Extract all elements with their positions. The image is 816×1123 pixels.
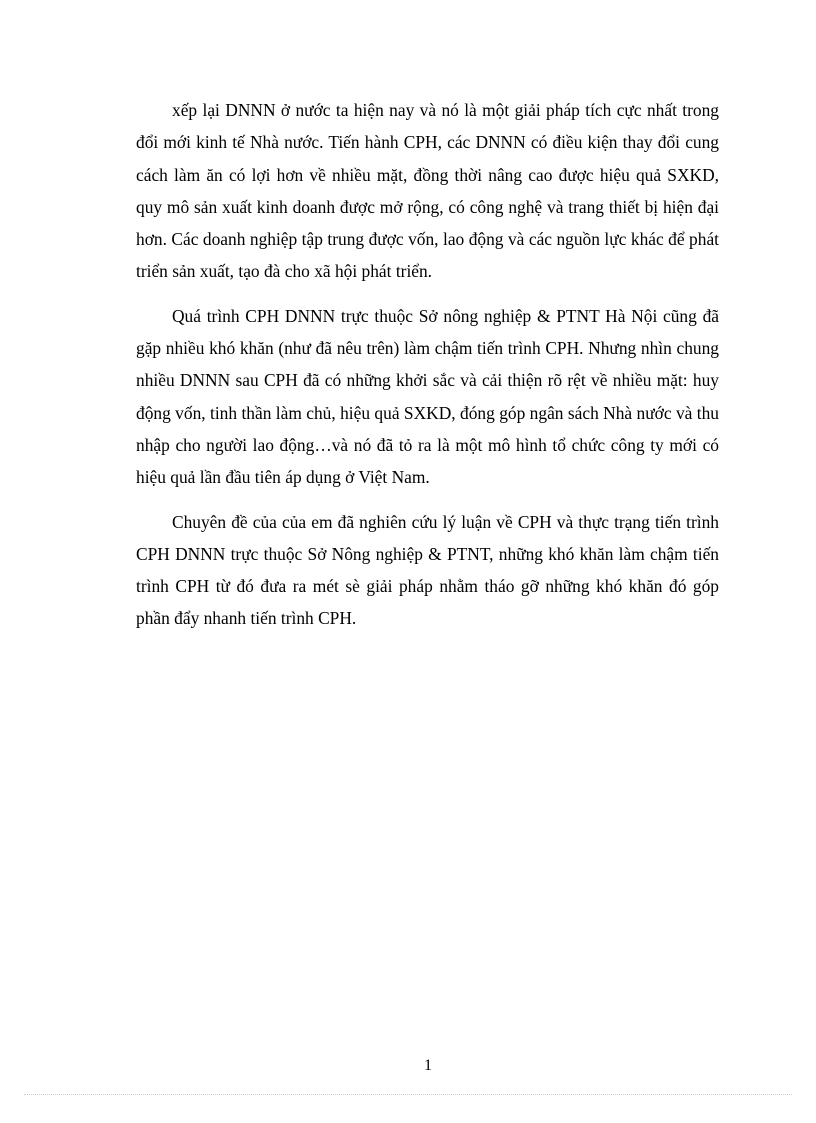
paragraph-thesis-summary: Chuyên đề của của em đã nghiên cứu lý luận về CPH và thực trạng tiến trình CPH DNNN trực thuộc Sở Nông nghiệp & PTNT, những khó khăn làm chậm tiến trình CPH từ đó đưa ra mét sè giải pháp nhằm tháo gỡ những khó khăn đó góp phần đẩy nhanh tiến trình CPH. <box>136 511 719 629</box>
paragraph-continuation: xếp lại DNNN ở nước ta hiện nay và nó là một giải pháp tích cực nhất trong đổi mới kinh tế Nhà nước. Tiến hành CPH, các DNNN có điều kiện thay đổi cung cách làm ăn có lợi hơn về nhiều mặt, đồng thời nâng cao được hiệu quả SXKD, quy mô sản xuất kinh doanh được mở rộng, có công nghệ và trang thiết bị hiện đại hơn. Các doanh nghiệp tập trung được vốn, lao động và các nguồn lực khác để phát triển sản xuất, tạo đà cho xã hội phát triển. <box>136 100 719 282</box>
document-body <box>136 94 719 647</box>
page-number: 1 <box>424 1057 432 1074</box>
page-bottom-divider <box>24 1094 792 1095</box>
paragraph-cph-process: Quá trình CPH DNNN trực thuộc Sở nông nghiệp & PTNT Hà Nội cũng đã gặp nhiều khó khăn (như đã nêu trên) làm chậm tiến trình CPH. Nhưng nhìn chung nhiều DNNN sau CPH đã có những khởi sắc và cải thiện rõ rệt về nhiều mặt: huy động vốn, tinh thần làm chủ, hiệu quả SXKD, đóng góp ngân sách Nhà nước và thu nhập cho người lao động…và nó đã tỏ ra là một mô hình tổ chức công ty mới có hiệu quả lần đầu tiên áp dụng ở Việt Nam. <box>136 305 719 488</box>
